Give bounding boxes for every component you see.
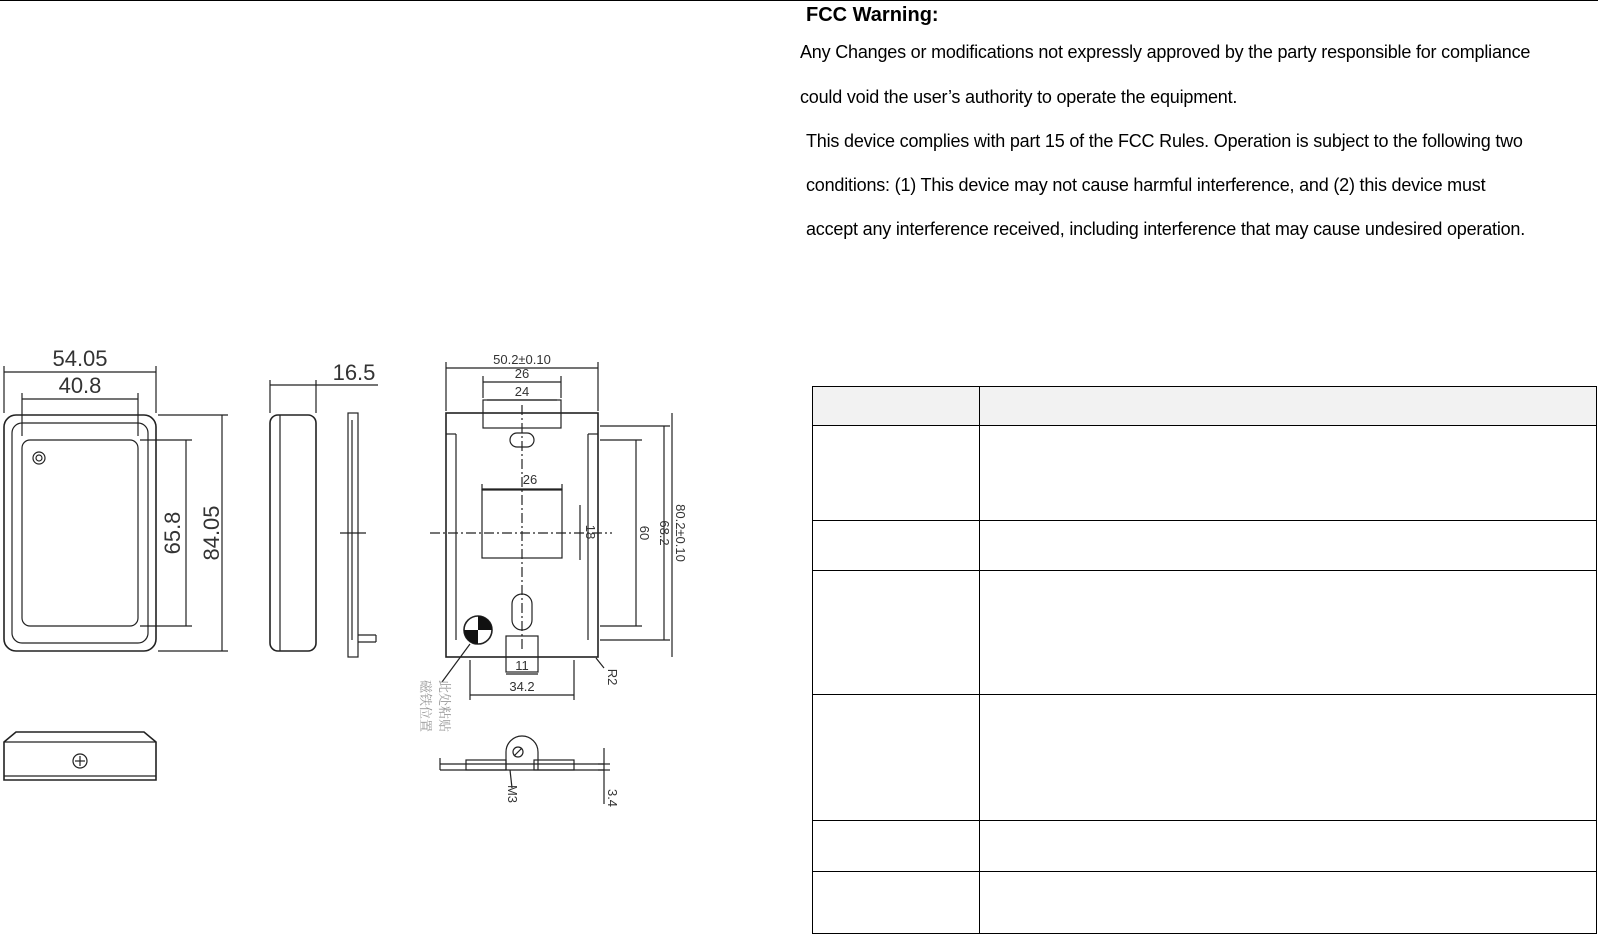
dim-16-5: 16.5 — [332, 360, 376, 385]
back-view — [430, 362, 672, 700]
table-cell — [813, 571, 980, 695]
dimension-drawing-svg — [0, 330, 700, 810]
magnet-label: 磁铁位置 — [418, 679, 433, 733]
dim-m3: M3 — [505, 784, 520, 804]
table-cell — [980, 426, 1597, 521]
fcc-line-1: Any Changes or modifications not expressly approved by the party responsible for compliance — [800, 42, 1531, 62]
table-cell — [980, 872, 1597, 934]
dim-26-top: 26 — [514, 366, 530, 381]
table-row — [813, 571, 1597, 695]
dim-50-2: 50.2±0.10 — [493, 352, 551, 367]
table-row — [813, 695, 1597, 821]
dim-34-2: 34.2 — [509, 679, 535, 694]
dim-80-2: 80.2±0.10 — [673, 504, 688, 562]
dim-54-05: 54.05 — [52, 346, 108, 371]
top-rule — [0, 0, 1598, 1]
dim-18: 18 — [583, 524, 598, 540]
fcc-line-3: This device complies with part 15 of the FCC Rules. Operation is subject to the following two — [806, 131, 1523, 151]
table-header-row — [813, 387, 1597, 426]
dim-24: 24 — [514, 384, 530, 399]
dim-65-8: 65.8 — [160, 511, 185, 555]
dim-60: 60 — [637, 525, 652, 541]
dim-11: 11 — [515, 658, 529, 673]
table-cell — [813, 521, 980, 571]
table-row — [813, 872, 1597, 934]
table-cell — [980, 821, 1597, 872]
table-header-cell — [980, 387, 1597, 426]
table-row — [813, 821, 1597, 872]
dim-26-center: 26 — [522, 472, 538, 487]
fcc-line-5: accept any interference received, including interference that may cause undesired operation. — [806, 219, 1526, 239]
dim-r2: R2 — [605, 668, 620, 686]
table-cell — [813, 426, 980, 521]
bottom-back-view — [440, 736, 610, 804]
side-view — [270, 380, 378, 657]
bottom-front-view — [4, 732, 156, 780]
fcc-warning-title: FCC Warning: — [806, 4, 939, 26]
dim-3-4: 3.4 — [605, 788, 620, 808]
table-cell — [813, 695, 980, 821]
front-view — [4, 366, 228, 651]
table-cell — [813, 872, 980, 934]
dimension-drawing — [0, 330, 700, 810]
fcc-line-2: could void the user’s authority to operate the equipment. — [800, 87, 1238, 107]
table-row — [813, 426, 1597, 521]
table-cell — [813, 821, 980, 872]
table-header-cell — [813, 387, 980, 426]
spec-table — [812, 386, 1597, 934]
table-cell — [980, 571, 1597, 695]
dim-40-8: 40.8 — [58, 373, 102, 398]
table-cell — [980, 521, 1597, 571]
magnet-label-2: 此处粘贴 — [437, 679, 452, 733]
fcc-line-4: conditions: (1) This device may not cause harmful interference, and (2) this device must — [806, 175, 1486, 195]
table-cell — [980, 695, 1597, 821]
dim-84-05: 84.05 — [199, 505, 224, 561]
dim-68-2: 68.2 — [657, 520, 672, 546]
table-row — [813, 521, 1597, 571]
